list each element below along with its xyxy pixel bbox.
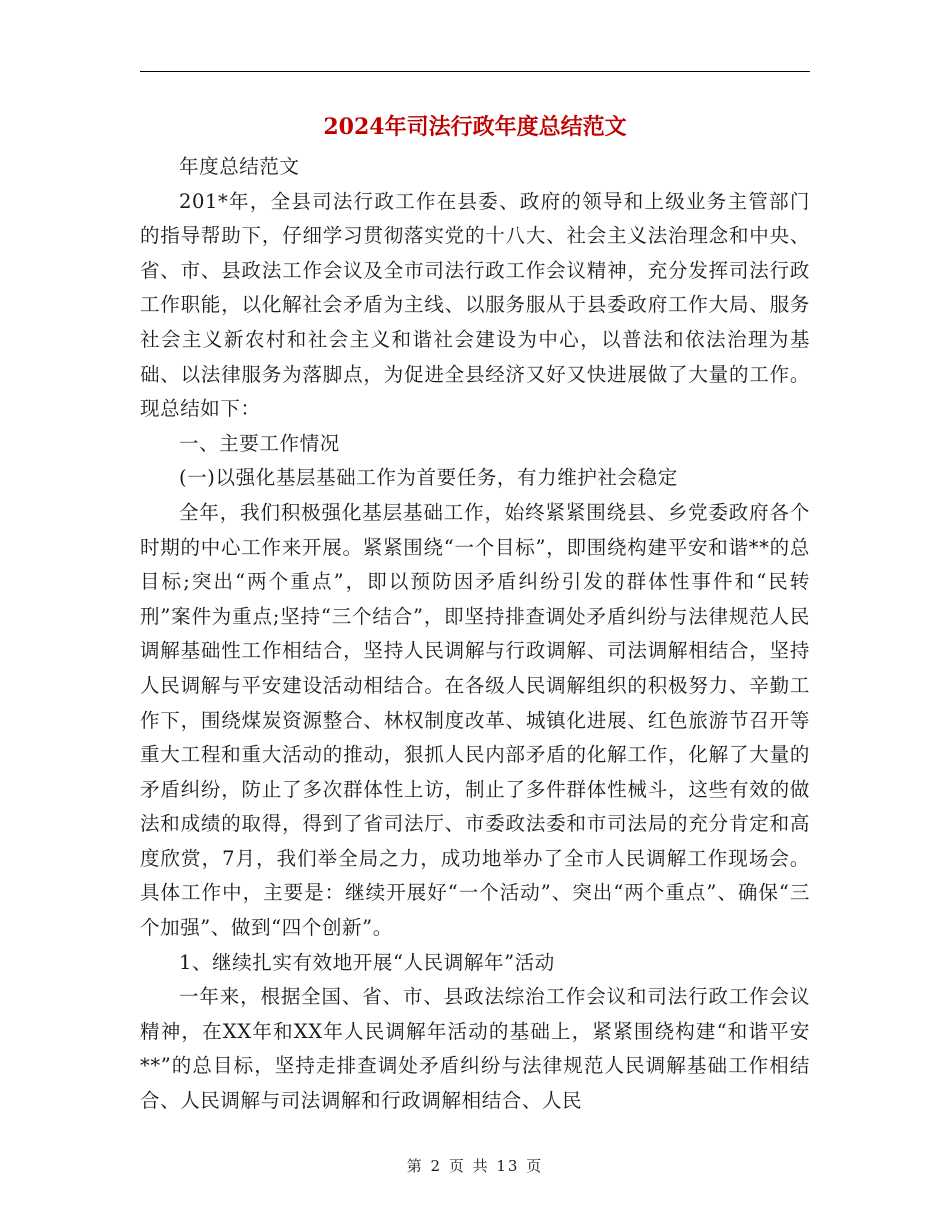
page-number-footer: 第 2 页 共 13 页 xyxy=(406,1157,544,1175)
document-title: 2024年司法行政年度总结范文 xyxy=(323,114,627,140)
paragraph-subtitle: 年度总结范文 xyxy=(179,155,300,178)
subsection-heading-1: (一)以强化基层基础工作为首要任务，有力维护社会稳定 xyxy=(179,466,678,490)
paragraph-intro: 201*年，全县司法行政工作在县委、政府的领导和上级业务主管部门的指导帮助下，仔细学习贯彻落实党的十八大、社会主义法治理念和中央、省、市、县政法工作会议及全市司法行政工作会议精神，充分发挥司法行政工作职能，以化解社会矛盾为主线、以服务服从于县委政府工作大局、服务社会主义新农村和社会主义和谐社会建设为中心，以普法和依法治理为基础、以法律服务为落脚点，为促进全县经济又好又快进展做了大量的工作。现总结如下： xyxy=(140,189,810,421)
paragraph-body-2: 一年来，根据全国、省、市、县政法综治工作会议和司法行政工作会议精神，在XX年和XX年人民调解年活动的基础上，紧紧围绕构建“和谐平安**”的总目标，坚持走排查调处矛盾纠纷与法律规范人民调解基础工作相结合、人民调解与司法调解和行政调解相结合、人民 xyxy=(140,985,810,1113)
header-rule xyxy=(140,71,810,72)
paragraph-body-1: 全年，我们积极强化基层基础工作，始终紧紧围绕县、乡党委政府各个时期的中心工作来开展。紧紧围绕“一个目标”，即围绕构建平安和谐**的总目标;突出“两个重点”，即以预防因矛盾纠纷引发的群体性事件和“民转刑”案件为重点;坚持“三个结合”，即坚持排查调处矛盾纠纷与法律规范人民调解基础性工作相结合，坚持人民调解与行政调解、司法调解相结合，坚持人民调解与平安建设活动相结合。在各级人民调解组织的积极努力、辛勤工作下，围绕煤炭资源整合、林权制度改革、城镇化进展、红色旅游节召开等重大工程和重大活动的推动，狠抓人民内部矛盾的化解工作，化解了大量的矛盾纠纷，防止了多次群体性上访，制止了多件群体性械斗，这些有效的做法和成绩的取得，得到了省司法厅、市委政法委和市司法局的充分肯定和高度欣赏，7月，我们举全局之力，成功地举办了全市人民调解工作现场会。具体工作中，主要是：继续开展好“一个活动”、突出“两个重点”、确保“三个加强”、做到“四个创新”。 xyxy=(140,500,810,940)
section-heading-1: 一、主要工作情况 xyxy=(179,431,340,455)
document-body xyxy=(140,150,810,1119)
item-heading-1: 1、继续扎实有效地开展“人民调解年”活动 xyxy=(179,950,555,974)
